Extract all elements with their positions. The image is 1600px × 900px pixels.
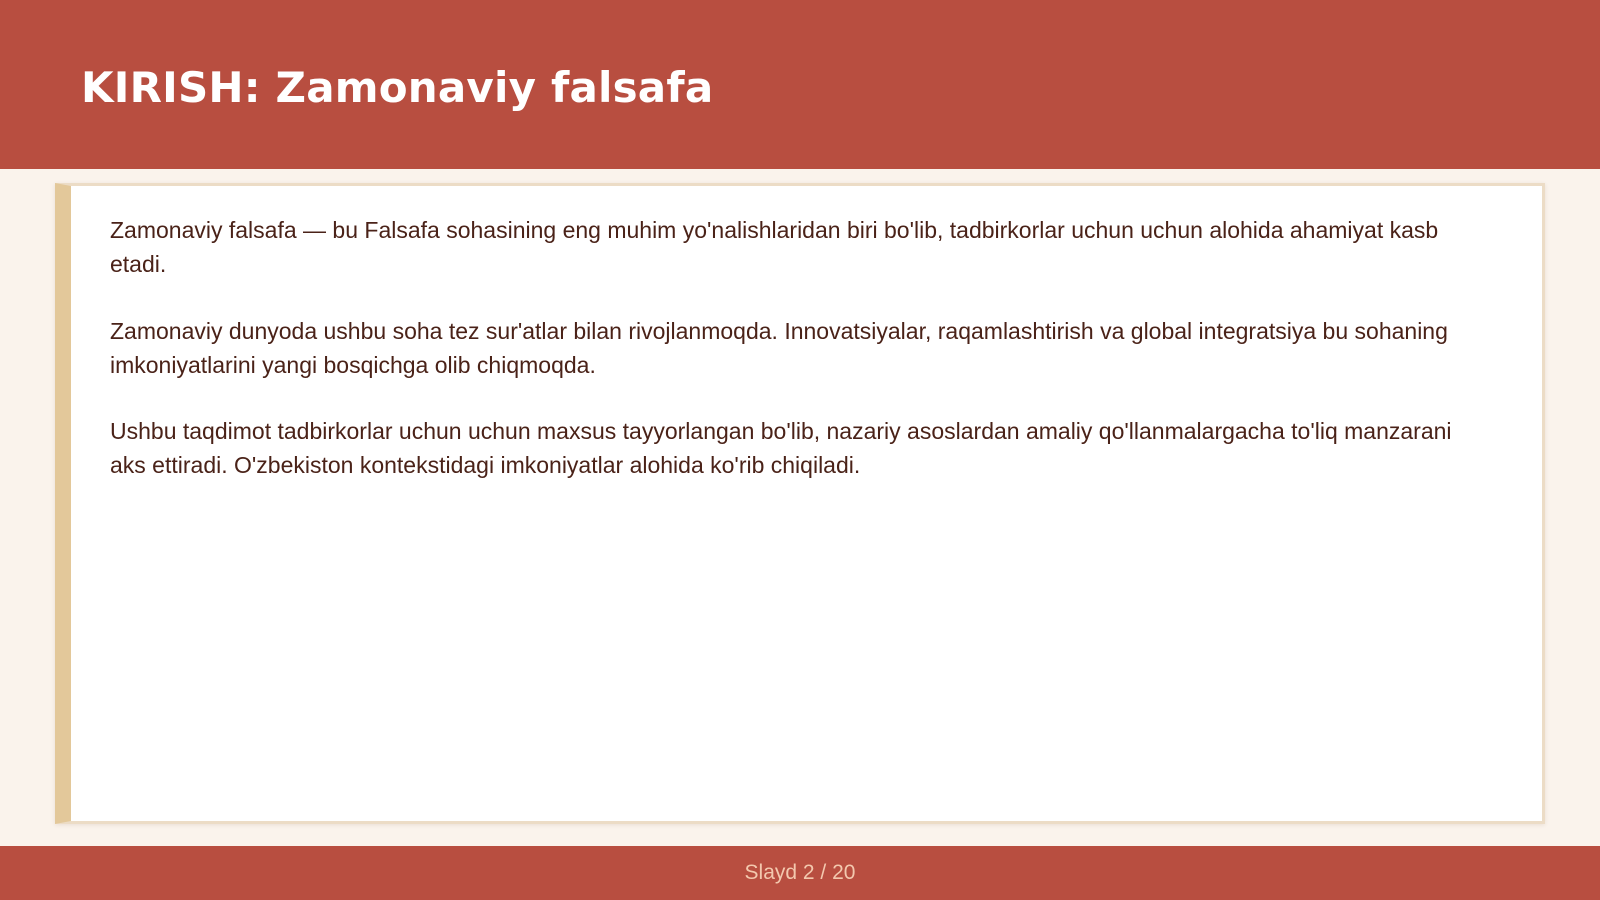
slide-footer [0,846,1600,900]
intro-paragraph: Zamonaviy falsafa — bu Falsafa sohasining eng muhim yo'nalishlaridan biri bo'lib, tadbirkorlar uchun uchun alohida ahamiyat kasb etadi. [110,217,1439,277]
slide-header [0,0,1600,169]
slide-title: KIRISH: Zamonaviy falsafa [81,63,714,112]
development-paragraph: Zamonaviy dunyoda ushbu soha tez sur'atlar bilan rivojlanmoqda. Innovatsiyalar, raqamlashtirish va global integratsiya bu sohaning imkoniyatlarini yangi bosqichga olib chiqmoqda. [110,318,1448,378]
presentation-purpose-paragraph: Ushbu taqdimot tadbirkorlar uchun uchun maxsus tayyorlangan bo'lib, nazariy asoslardan amaliy qo'llanmalargacha to'liq manzarani aks ettiradi. O'zbekiston kontekstidagi imkoniyatlar alohida ko'rib chiqiladi. [110,418,1452,478]
slide-number: Slayd 2 / 20 [744,861,856,884]
